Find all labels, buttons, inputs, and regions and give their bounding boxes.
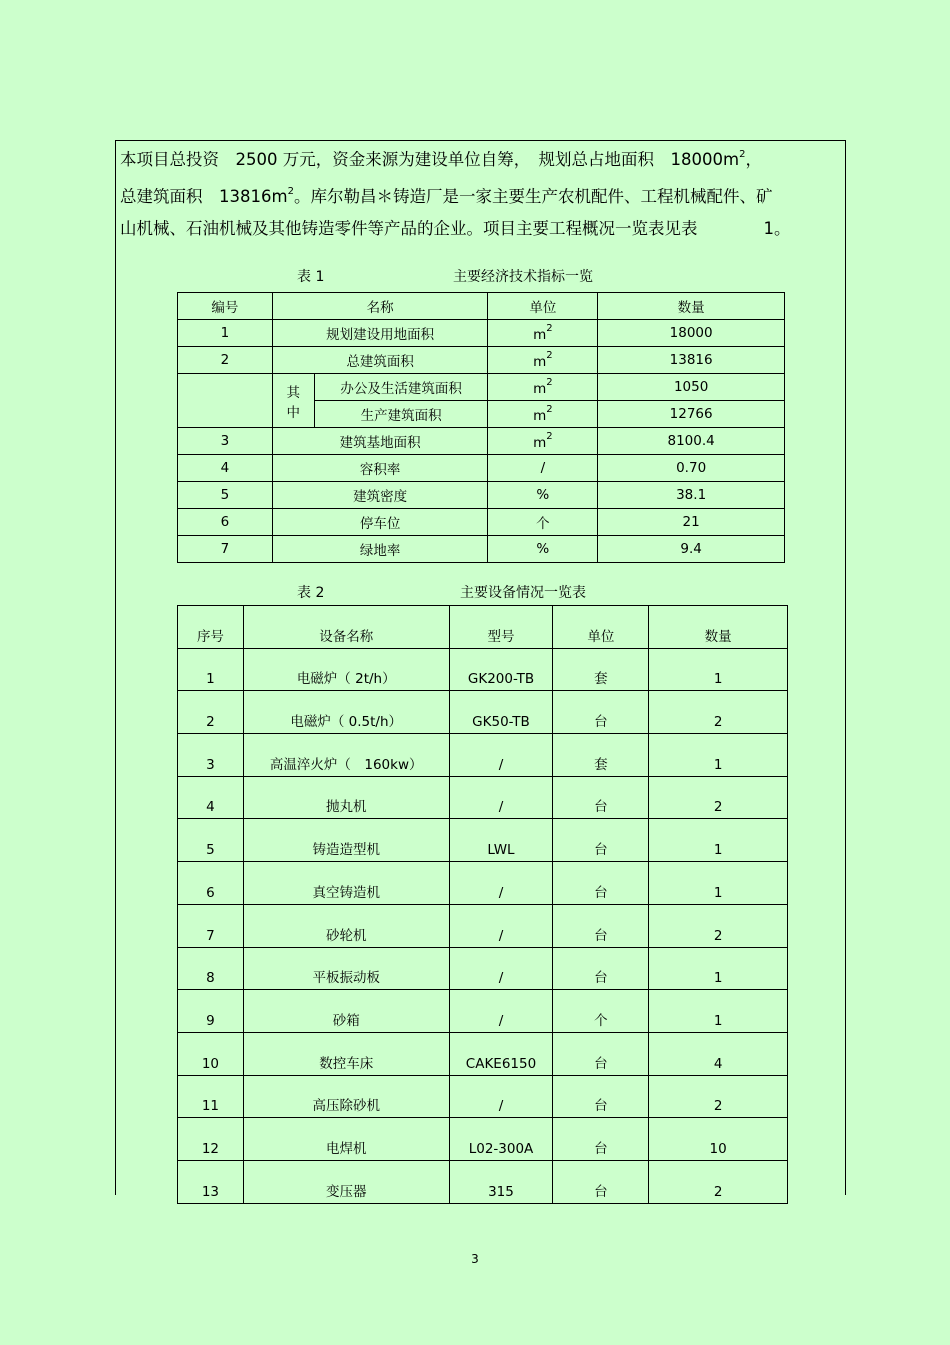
table-row	[178, 819, 788, 862]
table-row	[178, 990, 788, 1033]
group-char: 中	[286, 404, 301, 421]
unit-text: m	[533, 435, 547, 451]
cell-unit: 个	[553, 990, 649, 1033]
table-row	[178, 648, 788, 691]
superscript: 2	[546, 404, 553, 415]
cell-name: 建筑密度	[272, 482, 488, 509]
cell-name: 绿地率	[272, 536, 488, 563]
cell-unit	[488, 428, 598, 455]
cell-quantity: 2	[649, 904, 788, 947]
cell-equipment-name: 变压器	[243, 1160, 449, 1203]
cell-unit	[488, 374, 598, 401]
cell-no: 3	[178, 428, 273, 455]
cell-quantity: 2	[649, 1075, 788, 1118]
table1-caption-label: 表 1	[297, 269, 325, 285]
cell-value: 13816	[598, 347, 785, 374]
cell-quantity: 1	[649, 819, 788, 862]
table-row	[178, 374, 785, 401]
page-number: 3	[471, 1252, 479, 1266]
paragraph-text: 。库尔勒昌＊铸造厂是一家主要生产农机配件、工程机械配件、矿	[293, 187, 773, 206]
cell-value: 21	[598, 509, 785, 536]
cell-value: 9.4	[598, 536, 785, 563]
table-row	[178, 1160, 788, 1203]
cell-quantity: 2	[649, 691, 788, 734]
superscript: 2	[739, 149, 746, 160]
cell-model: L02-300A	[449, 1118, 553, 1161]
header-cell: 序号	[178, 606, 244, 649]
cell-quantity: 2	[649, 1160, 788, 1203]
unit-text: m	[533, 381, 547, 397]
cell-model: /	[449, 734, 553, 777]
cell-unit: 台	[553, 1160, 649, 1203]
cell-unit	[488, 347, 598, 374]
cell-unit: 台	[553, 904, 649, 947]
cell-value: 38.1	[598, 482, 785, 509]
cell-no: 1	[178, 320, 273, 347]
cell-no: 12	[178, 1118, 244, 1161]
cell-equipment-name: 铸造造型机	[243, 819, 449, 862]
cell-model: /	[449, 904, 553, 947]
table-row	[178, 1075, 788, 1118]
superscript: 2	[287, 186, 294, 197]
cell-unit: %	[488, 536, 598, 563]
cell-unit: 台	[553, 1118, 649, 1161]
cell-name: 容积率	[272, 455, 488, 482]
header-cell: 名称	[272, 293, 488, 320]
header-cell: 型号	[449, 606, 553, 649]
cell-no: 13	[178, 1160, 244, 1203]
cell-no: 6	[178, 509, 273, 536]
unit-text: m	[533, 408, 547, 424]
cell-equipment-name: 高温淬火炉（ 160kw）	[243, 734, 449, 777]
cell-no: 4	[178, 776, 244, 819]
cell-equipment-name: 抛丸机	[243, 776, 449, 819]
cell-quantity: 4	[649, 1032, 788, 1075]
table-row	[178, 320, 785, 347]
table-row	[178, 691, 788, 734]
table-header-row	[178, 293, 785, 320]
cell-model: LWL	[449, 819, 553, 862]
table-row	[178, 428, 785, 455]
superscript: 2	[546, 377, 553, 388]
table-row	[178, 347, 785, 374]
cell-equipment-name: 平板振动板	[243, 947, 449, 990]
cell-unit: 台	[553, 1032, 649, 1075]
table-row	[178, 536, 785, 563]
unit-text: m	[533, 327, 547, 343]
cell-equipment-name: 高压除砂机	[243, 1075, 449, 1118]
header-cell: 编号	[178, 293, 273, 320]
cell-model: CAKE6150	[449, 1032, 553, 1075]
header-cell: 单位	[488, 293, 598, 320]
cell-model: /	[449, 990, 553, 1033]
cell-unit: 套	[553, 734, 649, 777]
unit-text: m	[533, 354, 547, 370]
cell-name: 停车位	[272, 509, 488, 536]
cell-no: 3	[178, 734, 244, 777]
cell-name: 生产建筑面积	[314, 401, 488, 428]
table2-caption-label: 表 2	[297, 585, 325, 601]
cell-model: GK200-TB	[449, 648, 553, 691]
table-row	[178, 1032, 788, 1075]
table-row	[178, 947, 788, 990]
cell-quantity: 1	[649, 648, 788, 691]
table-row	[178, 1118, 788, 1161]
header-cell: 设备名称	[243, 606, 449, 649]
cell-no: 10	[178, 1032, 244, 1075]
cell-equipment-name: 砂箱	[243, 990, 449, 1033]
cell-quantity: 1	[649, 734, 788, 777]
table-header-row	[178, 606, 788, 649]
cell-unit: 台	[553, 819, 649, 862]
cell-no-empty	[178, 374, 273, 428]
cell-no: 11	[178, 1075, 244, 1118]
cell-model: 315	[449, 1160, 553, 1203]
cell-no: 8	[178, 947, 244, 990]
superscript: 2	[546, 431, 553, 442]
superscript: 2	[546, 323, 553, 334]
cell-equipment-name: 电磁炉（ 2t/h）	[243, 648, 449, 691]
table-row	[178, 776, 788, 819]
cell-model: /	[449, 776, 553, 819]
economic-indicators-table	[177, 292, 785, 563]
cell-equipment-name: 数控车床	[243, 1032, 449, 1075]
table-row	[178, 455, 785, 482]
cell-no: 2	[178, 691, 244, 734]
cell-quantity: 1	[649, 990, 788, 1033]
cell-quantity: 2	[649, 776, 788, 819]
cell-no: 7	[178, 536, 273, 563]
cell-unit: 台	[553, 947, 649, 990]
cell-no: 1	[178, 648, 244, 691]
cell-quantity: 10	[649, 1118, 788, 1161]
cell-no: 5	[178, 819, 244, 862]
group-char: 其	[286, 384, 301, 401]
cell-unit: 台	[553, 862, 649, 905]
table1-caption-title: 主要经济技术指标一览	[453, 269, 593, 285]
cell-unit	[488, 320, 598, 347]
cell-value: 12766	[598, 401, 785, 428]
cell-group-label	[272, 374, 314, 428]
cell-no: 7	[178, 904, 244, 947]
paragraph-text: 本项目总投资 2500 万元，资金来源为建设单位自筹， 规划总占地面积 18000m	[120, 150, 740, 169]
cell-unit: /	[488, 455, 598, 482]
cell-unit: 个	[488, 509, 598, 536]
cell-no: 9	[178, 990, 244, 1033]
cell-quantity: 1	[649, 862, 788, 905]
cell-no: 2	[178, 347, 273, 374]
cell-name: 总建筑面积	[272, 347, 488, 374]
header-cell: 数量	[649, 606, 788, 649]
table-row	[178, 482, 785, 509]
table-row	[178, 904, 788, 947]
cell-equipment-name: 电焊机	[243, 1118, 449, 1161]
cell-model: /	[449, 862, 553, 905]
cell-unit: 套	[553, 648, 649, 691]
paragraph-line-1	[120, 136, 842, 173]
cell-value: 18000	[598, 320, 785, 347]
paragraph-text: ，	[745, 150, 762, 169]
equipment-table	[177, 605, 788, 1204]
cell-model: /	[449, 1075, 553, 1118]
cell-equipment-name: 电磁炉（ 0.5t/h）	[243, 691, 449, 734]
cell-value: 0.70	[598, 455, 785, 482]
cell-model: /	[449, 947, 553, 990]
paragraph-line-3: 山机械、石油机械及其他铸造零件等产品的企业。项目主要工程概况一览表见表 1。	[120, 219, 791, 238]
cell-no: 5	[178, 482, 273, 509]
cell-name: 规划建设用地面积	[272, 320, 488, 347]
cell-name: 办公及生活建筑面积	[314, 374, 488, 401]
cell-unit: 台	[553, 691, 649, 734]
cell-model: GK50-TB	[449, 691, 553, 734]
table-row	[178, 734, 788, 777]
cell-equipment-name: 真空铸造机	[243, 862, 449, 905]
header-cell: 数量	[598, 293, 785, 320]
superscript: 2	[546, 350, 553, 361]
header-cell: 单位	[553, 606, 649, 649]
table-row	[178, 862, 788, 905]
table-row	[178, 509, 785, 536]
table2-caption-title: 主要设备情况一览表	[460, 585, 586, 601]
cell-unit: 台	[553, 776, 649, 819]
cell-name: 建筑基地面积	[272, 428, 488, 455]
paragraph-line-2	[120, 173, 842, 210]
cell-quantity: 1	[649, 947, 788, 990]
cell-no: 6	[178, 862, 244, 905]
cell-unit: %	[488, 482, 598, 509]
cell-unit: 台	[553, 1075, 649, 1118]
intro-paragraph	[120, 136, 842, 247]
paragraph-text: 总建筑面积 13816m	[120, 187, 288, 206]
cell-value: 1050	[598, 374, 785, 401]
cell-unit	[488, 401, 598, 428]
cell-no: 4	[178, 455, 273, 482]
cell-value: 8100.4	[598, 428, 785, 455]
cell-equipment-name: 砂轮机	[243, 904, 449, 947]
